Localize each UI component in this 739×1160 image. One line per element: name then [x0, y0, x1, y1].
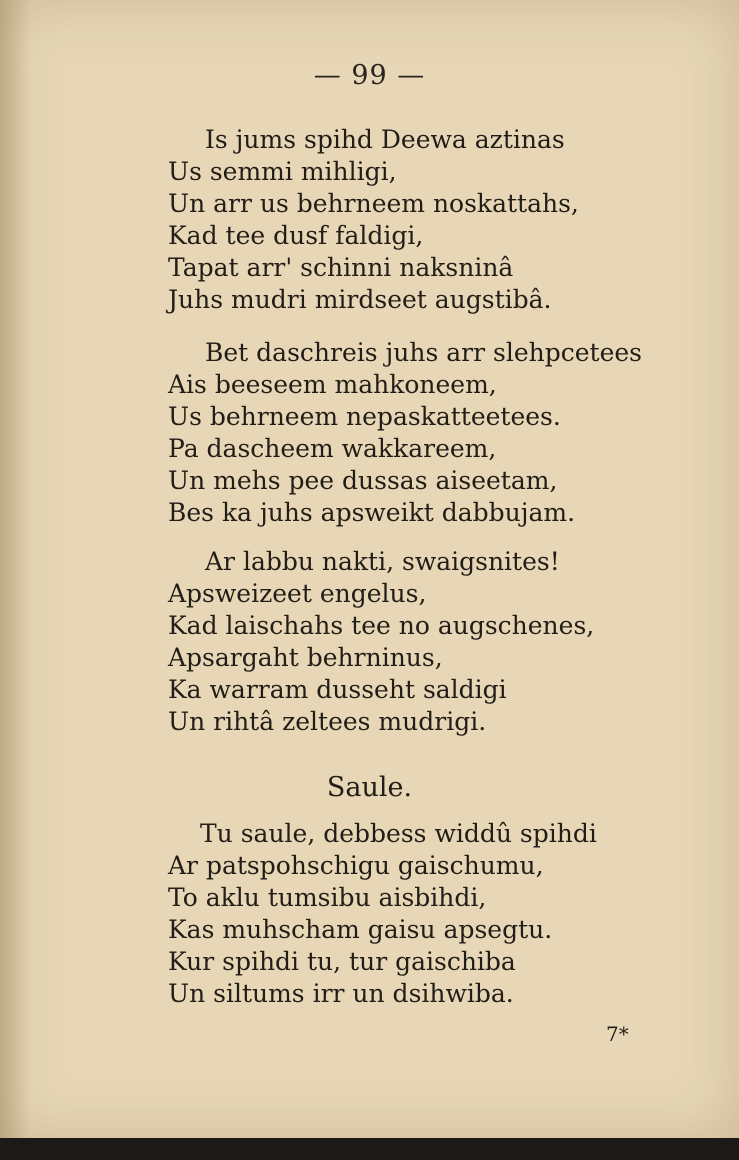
verse-line: Us behrneem nepaskatteetees. [168, 402, 561, 431]
verse-line: Ar patspohschigu gaischumu, [168, 851, 544, 880]
poem-title: Saule. [326, 772, 413, 803]
verse-line: Juhs mudri mirdseet augstibâ. [168, 285, 552, 314]
verse-line: Un arr us behrneem noskattahs, [168, 189, 579, 218]
verse-line: Ais beeseem mahkoneem, [168, 370, 497, 399]
verse-line: Apsweizeet engelus, [168, 579, 427, 608]
verse-line: Un rihtâ zeltees mudrigi. [168, 707, 487, 736]
verse-line: Kad tee dusf faldigi, [168, 221, 424, 250]
verse-line: Ka warram dusseht saldigi [168, 675, 507, 704]
stanza-3 [0, 546, 739, 738]
poem-saule-stanza [0, 818, 739, 1010]
verse-line: Tu saule, debbess widdû spihdi [200, 819, 597, 848]
stanza-1 [0, 124, 739, 316]
stanza-2 [0, 337, 739, 529]
verse-line: Kur spihdi tu, tur gaischiba [168, 947, 516, 976]
verse-line: Un mehs pee dussas aiseetam, [168, 466, 558, 495]
page-bottom-edge [0, 1138, 739, 1160]
verse-line: Kas muhscham gaisu apsegtu. [168, 915, 553, 944]
verse-line: To aklu tumsibu aisbihdi, [168, 883, 487, 912]
verse-line: Ar labbu nakti, swaigsnites! [205, 547, 560, 576]
verse-line: Is jums spihd Deewa aztinas [205, 125, 565, 154]
verse-line: Tapat arr' schinni naksninâ [168, 253, 514, 282]
page-number: — 99 — [313, 60, 426, 91]
signature-mark: 7* [606, 1022, 629, 1046]
verse-line: Us semmi mihligi, [168, 157, 397, 186]
verse-line: Apsargaht behrninus, [168, 643, 443, 672]
verse-line: Bet daschreis juhs arr slehpcetees [205, 338, 642, 367]
verse-line: Kad laischahs tee no augschenes, [168, 611, 595, 640]
verse-line: Un siltums irr un dsihwiba. [168, 979, 514, 1008]
verse-line: Pa dascheem wakkareem, [168, 434, 497, 463]
verse-line: Bes ka juhs apsweikt dabbujam. [168, 498, 576, 527]
